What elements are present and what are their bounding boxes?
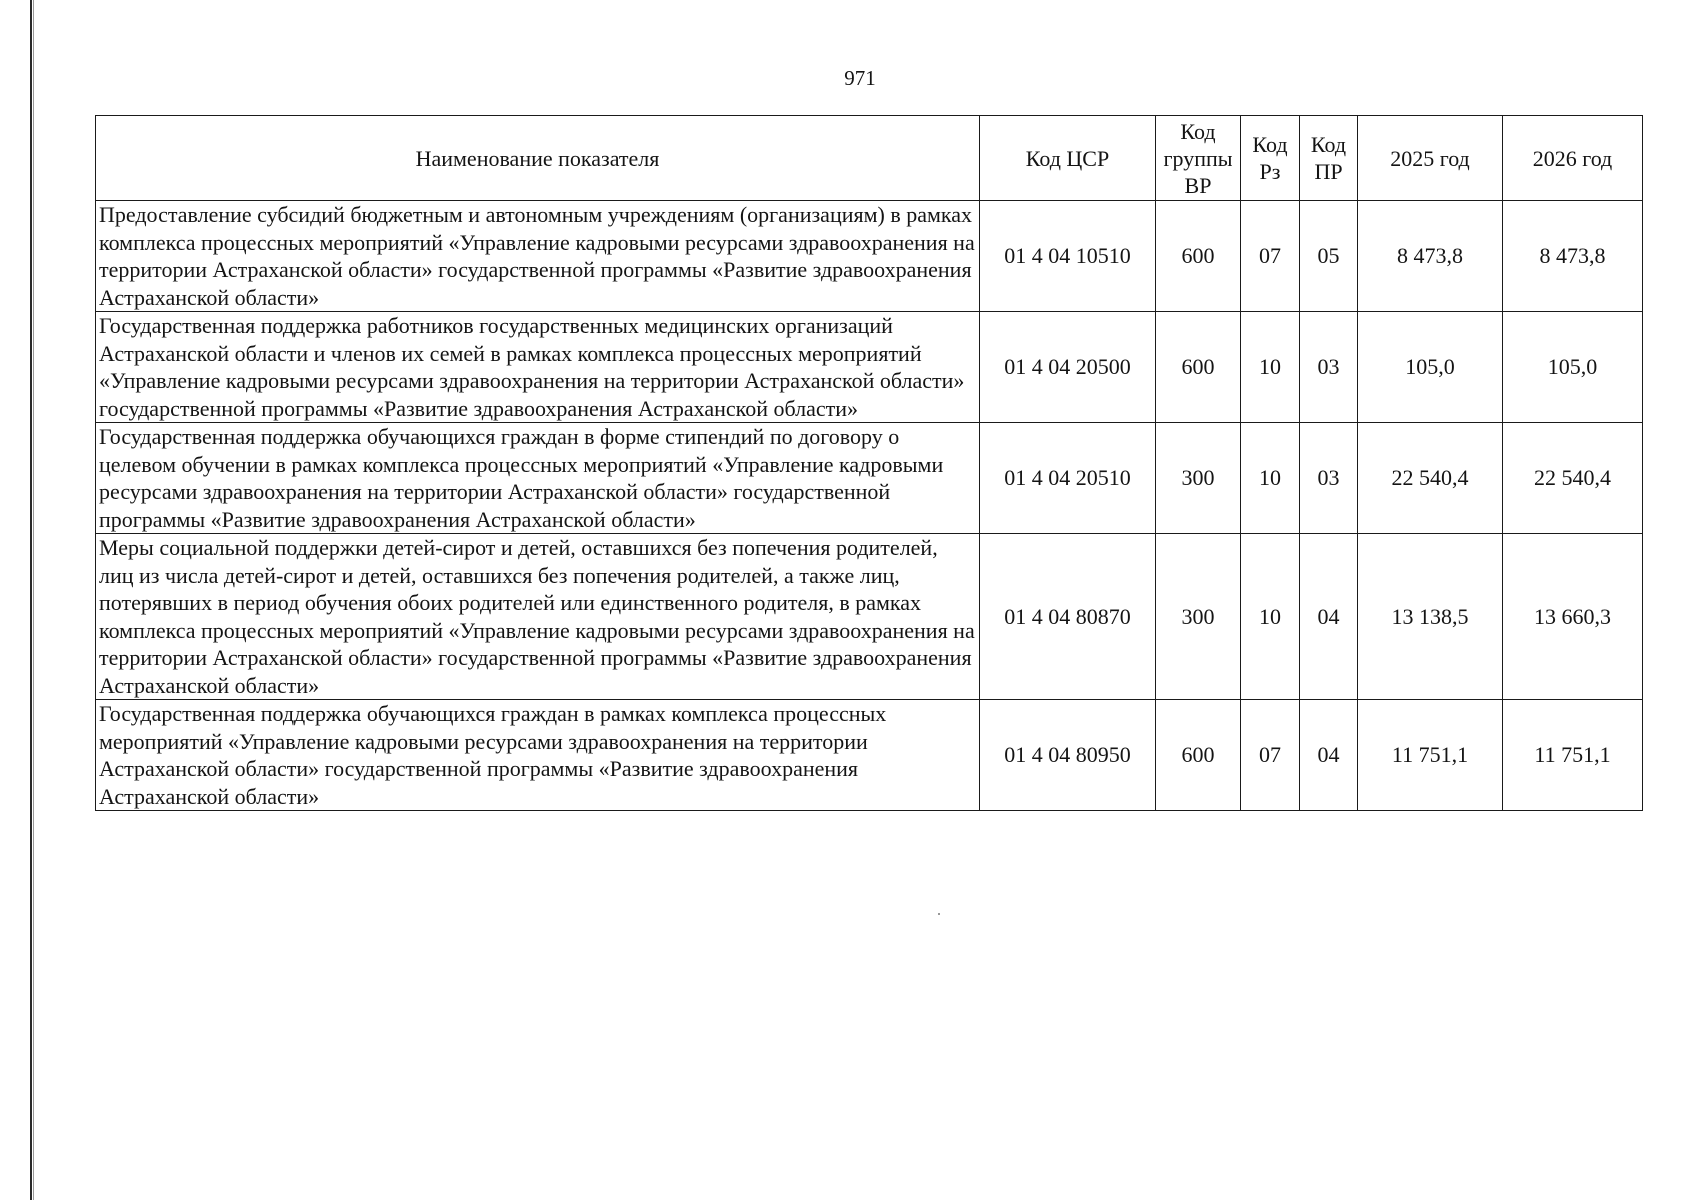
header-vr-group-code: Код группы ВР xyxy=(1156,116,1241,201)
row-value-2026: 22 540,4 xyxy=(1503,423,1643,534)
row-name: Меры социальной поддержки детей-сирот и детей, оставшихся без попечения родителей, лиц из числа детей-сирот и детей, оставшихся без попечения родителей, а также лиц, потерявших в период обучения обоих родителей или единственного родителя, в рамках комплекса процессных мероприятий «Управление кадровыми ресурсами здравоохранения на территории Астраханской области» государственной программы «Развитие здравоохранения Астраханской области» xyxy=(96,534,980,700)
row-value-2025: 11 751,1 xyxy=(1358,700,1503,811)
row-csr-code: 01 4 04 80950 xyxy=(980,700,1156,811)
row-value-2025: 13 138,5 xyxy=(1358,534,1503,700)
row-value-2026: 105,0 xyxy=(1503,312,1643,423)
binding-edge-line xyxy=(30,0,32,1200)
header-year-2026: 2026 год xyxy=(1503,116,1643,201)
row-rz-code: 10 xyxy=(1241,534,1300,700)
table-row xyxy=(96,201,1643,312)
row-csr-code: 01 4 04 20510 xyxy=(980,423,1156,534)
row-value-2026: 8 473,8 xyxy=(1503,201,1643,312)
table-row xyxy=(96,700,1643,811)
table-header-row xyxy=(96,116,1643,201)
table-row xyxy=(96,423,1643,534)
row-value-2026: 11 751,1 xyxy=(1503,700,1643,811)
row-vr-code: 300 xyxy=(1156,423,1241,534)
row-csr-code: 01 4 04 80870 xyxy=(980,534,1156,700)
row-name: Предоставление субсидий бюджетным и автономным учреждениям (организациям) в рамках комплекса процессных мероприятий «Управление кадровыми ресурсами здравоохранения на территории Астраханской области» государственной программы «Развитие здравоохранения Астраханской области» xyxy=(96,201,980,312)
row-value-2025: 105,0 xyxy=(1358,312,1503,423)
row-csr-code: 01 4 04 20500 xyxy=(980,312,1156,423)
row-name: Государственная поддержка работников государственных медицинских организаций Астраханской области и членов их семей в рамках комплекса процессных мероприятий «Управление кадровыми ресурсами здравоохранения на территории Астраханской области» государственной программы «Развитие здравоохранения Астраханской области» xyxy=(96,312,980,423)
row-rz-code: 07 xyxy=(1241,201,1300,312)
row-vr-code: 300 xyxy=(1156,534,1241,700)
header-year-2025: 2025 год xyxy=(1358,116,1503,201)
row-value-2025: 8 473,8 xyxy=(1358,201,1503,312)
header-pr-code: Код ПР xyxy=(1300,116,1358,201)
row-pr-code: 04 xyxy=(1300,700,1358,811)
header-csr-code: Код ЦСР xyxy=(980,116,1156,201)
table-row xyxy=(96,534,1643,700)
row-csr-code: 01 4 04 10510 xyxy=(980,201,1156,312)
scan-speck xyxy=(938,913,940,915)
row-pr-code: 05 xyxy=(1300,201,1358,312)
row-pr-code: 03 xyxy=(1300,312,1358,423)
row-pr-code: 03 xyxy=(1300,423,1358,534)
row-vr-code: 600 xyxy=(1156,700,1241,811)
row-rz-code: 10 xyxy=(1241,312,1300,423)
row-rz-code: 10 xyxy=(1241,423,1300,534)
row-vr-code: 600 xyxy=(1156,312,1241,423)
header-name: Наименование показателя xyxy=(96,116,980,201)
page-number: 971 xyxy=(844,66,876,90)
row-rz-code: 07 xyxy=(1241,700,1300,811)
row-name: Государственная поддержка обучающихся граждан в рамках комплекса процессных мероприятий «Управление кадровыми ресурсами здравоохранения на территории Астраханской области» государственной программы «Развитие здравоохранения Астраханской области» xyxy=(96,700,980,811)
header-rz-code: Код Рз xyxy=(1241,116,1300,201)
row-pr-code: 04 xyxy=(1300,534,1358,700)
binding-edge-shadow xyxy=(33,0,34,1200)
row-value-2026: 13 660,3 xyxy=(1503,534,1643,700)
row-name: Государственная поддержка обучающихся граждан в форме стипендий по договору о целевом обучении в рамках комплекса процессных мероприятий «Управление кадровыми ресурсами здравоохранения на территории Астраханской области» государственной программы «Развитие здравоохранения Астраханской области» xyxy=(96,423,980,534)
row-vr-code: 600 xyxy=(1156,201,1241,312)
table-row xyxy=(96,312,1643,423)
row-value-2025: 22 540,4 xyxy=(1358,423,1503,534)
budget-table xyxy=(95,115,1643,811)
